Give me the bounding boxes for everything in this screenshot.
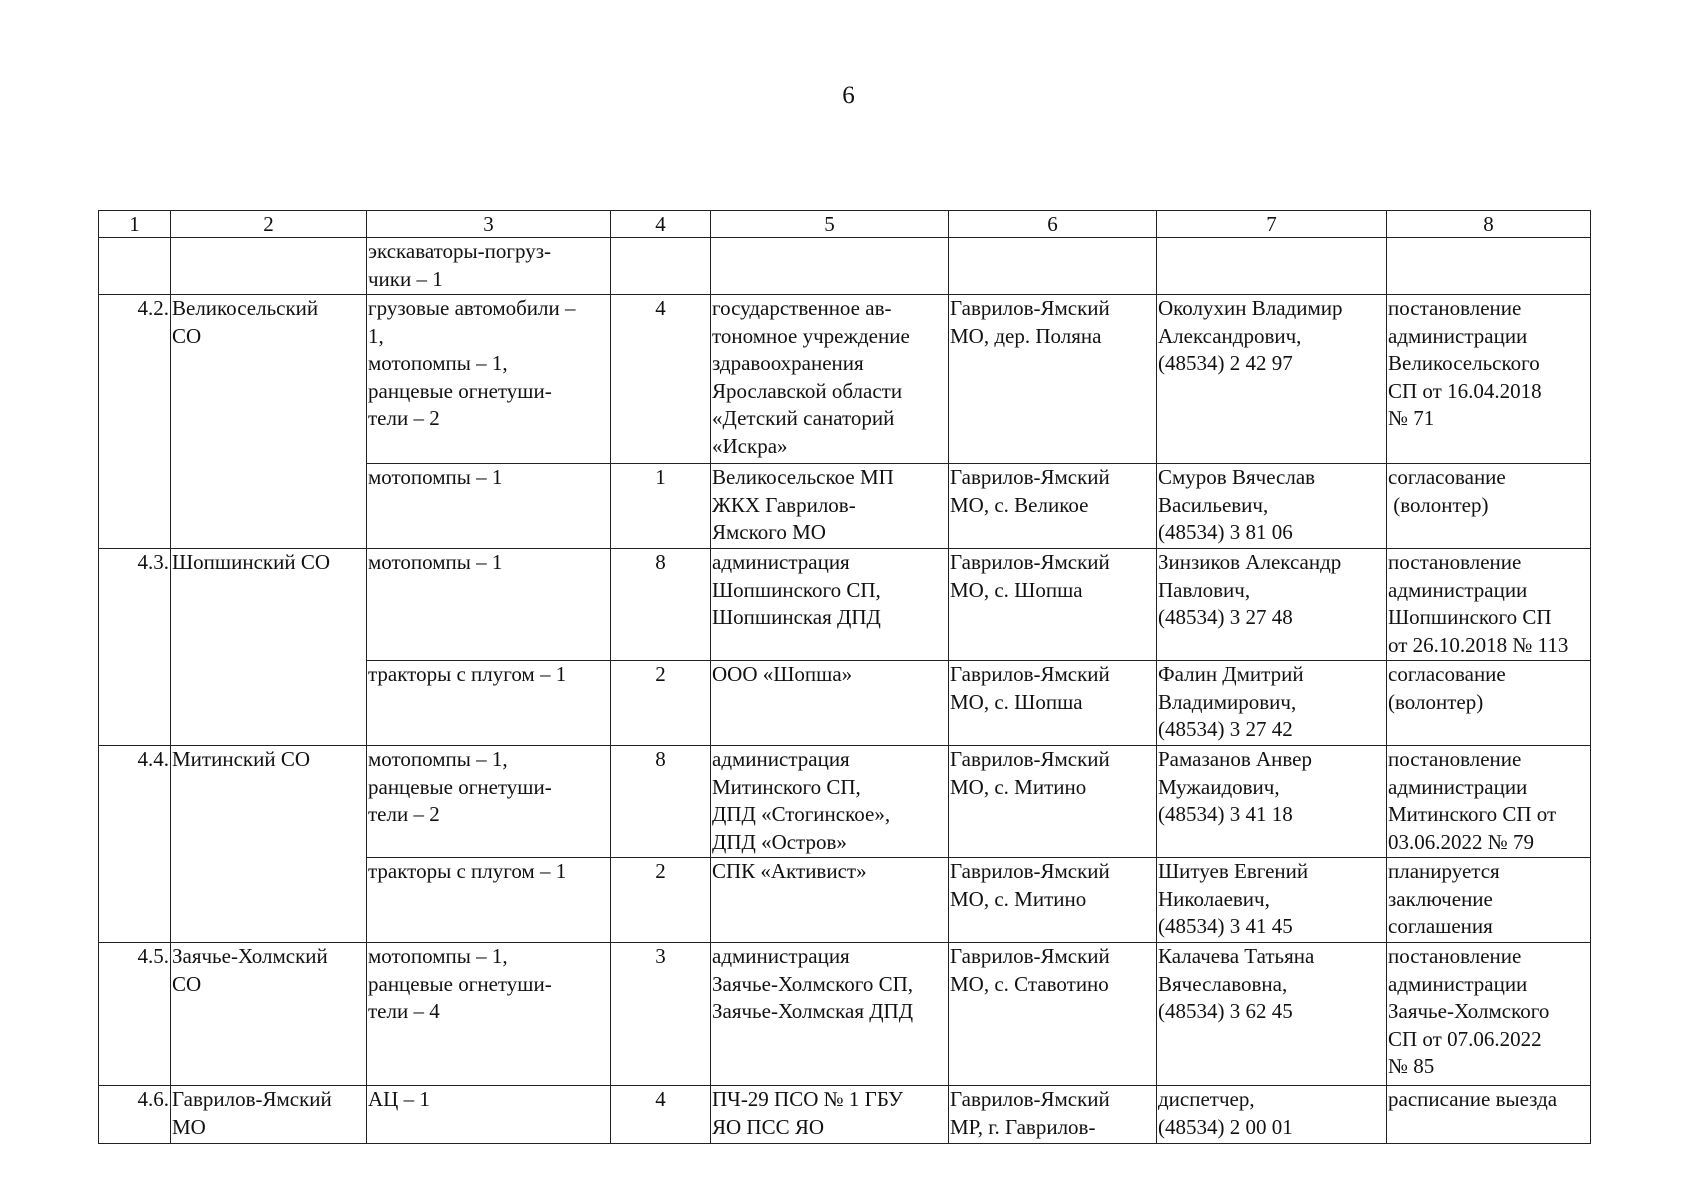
cell-basis	[1387, 943, 1591, 1086]
cell-contact	[1157, 464, 1387, 549]
text-line: Гаврилов-Ямский	[172, 1087, 332, 1111]
text-line: Великосельский	[172, 296, 319, 320]
text-line: мотопомпы – 1	[368, 465, 503, 489]
text-line: Шитуев Евгений	[1158, 859, 1309, 883]
text-line: Митинского СП от	[1388, 802, 1557, 826]
text-line: ДПД «Стогинское»,	[712, 802, 891, 826]
text-line: администрация	[712, 747, 850, 771]
cell-basis	[1387, 1086, 1591, 1144]
cell-count: 4	[611, 295, 711, 464]
cell-org	[711, 661, 949, 746]
text-line: МО, с. Ставотино	[950, 971, 1109, 996]
page-number: 6	[842, 82, 855, 109]
text-line: Ямского МО	[712, 520, 826, 544]
text-line: ООО «Шопша»	[712, 662, 853, 686]
cell-contact	[1157, 238, 1387, 295]
cell-district	[171, 1086, 367, 1144]
cell-contact	[1157, 858, 1387, 943]
text-line: Калачева Татьяна	[1158, 944, 1315, 968]
text-line: грузовые автомобили –	[368, 296, 576, 320]
text-line: ранцевые огнетуши-	[368, 971, 552, 996]
text-line: постановление	[1388, 296, 1522, 320]
text-line: (48534) 3 41 18	[1158, 802, 1293, 826]
cell-equipment	[367, 464, 611, 549]
text-line: Гаврилов-Ямский	[950, 859, 1110, 883]
text-line: администрации	[1388, 323, 1528, 348]
text-line: согласование	[1388, 465, 1506, 489]
cell-count: 1	[611, 464, 711, 549]
text-line: администрация	[712, 550, 850, 574]
cell-location	[949, 943, 1157, 1086]
cell-location	[949, 464, 1157, 549]
col-header-1: 1	[99, 211, 171, 238]
text-line: «Искра»	[712, 433, 788, 458]
text-line: Мужаидович,	[1158, 774, 1280, 799]
text-line: постановление	[1388, 944, 1522, 968]
cell-equipment	[367, 858, 611, 943]
text-line: (48534) 3 27 48	[1158, 605, 1293, 629]
text-line: Рамазанов Анвер	[1158, 747, 1313, 771]
cell-num: 4.3.	[99, 549, 171, 746]
text-line: Гаврилов-Ямский	[950, 944, 1110, 968]
text-line: тономное учреждение	[712, 323, 910, 348]
col-header-2: 2	[171, 211, 367, 238]
text-line: ДПД «Остров»	[712, 829, 847, 854]
cell-equipment	[367, 943, 611, 1086]
text-line: Шопшинский СО	[172, 550, 330, 574]
text-line: СП от 16.04.2018	[1388, 378, 1542, 403]
cell-district	[171, 549, 367, 746]
cell-count: 2	[611, 858, 711, 943]
col-header-8: 8	[1387, 211, 1591, 238]
continuation-row	[99, 238, 1591, 295]
cell-count: 8	[611, 549, 711, 661]
text-line: Гаврилов-Ямский	[950, 550, 1110, 574]
text-line: Владимирович,	[1158, 689, 1297, 714]
text-line: Заячье-Холмского	[1388, 999, 1550, 1023]
cell-contact	[1157, 661, 1387, 746]
cell-location	[949, 746, 1157, 858]
text-line: соглашения	[1388, 914, 1493, 938]
text-line: МО, с. Шопша	[950, 689, 1083, 714]
text-line: Гаврилов-Ямский	[950, 747, 1110, 771]
cell-num: 4.4.	[99, 746, 171, 943]
text-line: СО	[172, 971, 202, 996]
text-line: (48534) 3 27 42	[1158, 717, 1293, 741]
text-line: Околухин Владимир	[1158, 296, 1343, 320]
text-line: Великосельское МП	[712, 465, 894, 489]
cell-count: 3	[611, 943, 711, 1086]
data-table	[98, 210, 1591, 1144]
text-line: экскаваторы-погруз-	[368, 239, 552, 263]
cell-num	[99, 238, 171, 295]
text-line: МО, с. Митино	[950, 886, 1087, 911]
cell-basis	[1387, 295, 1591, 464]
text-line: Шопшинского СП,	[712, 577, 881, 602]
cell-count: 2	[611, 661, 711, 746]
text-line: СП от 07.06.2022	[1388, 1026, 1542, 1051]
cell-equipment	[367, 661, 611, 746]
text-line: администрации	[1388, 971, 1528, 996]
text-line: (48534) 3 62 45	[1158, 999, 1293, 1023]
text-line: Гаврилов-Ямский	[950, 296, 1110, 320]
text-line: МО, с. Митино	[950, 774, 1087, 799]
cell-equipment	[367, 746, 611, 858]
text-line: МО, дер. Поляна	[950, 323, 1102, 348]
cell-district	[171, 746, 367, 943]
cell-contact	[1157, 1086, 1387, 1144]
text-line: постановление	[1388, 550, 1522, 574]
text-line: СО	[172, 323, 202, 348]
cell-org	[711, 858, 949, 943]
text-line: согласование	[1388, 662, 1506, 686]
cell-count: 8	[611, 746, 711, 858]
text-line: ЯО ПСС ЯО	[712, 1114, 825, 1139]
text-line: постановление	[1388, 747, 1522, 771]
text-line: (48534) 3 41 45	[1158, 914, 1293, 938]
cell-org	[711, 549, 949, 661]
table-row	[99, 943, 1591, 1086]
table-row	[99, 1086, 1591, 1144]
text-line: тели – 4	[368, 999, 440, 1023]
cell-district	[171, 295, 367, 549]
text-line: Зинзиков Александр	[1158, 550, 1342, 574]
cell-location	[949, 549, 1157, 661]
cell-org	[711, 464, 949, 549]
cell-location	[949, 238, 1157, 295]
table-row	[99, 549, 1591, 661]
cell-location	[949, 661, 1157, 746]
cell-num: 4.6.	[99, 1086, 171, 1144]
text-line: Гаврилов-Ямский	[950, 1087, 1110, 1111]
text-line: планируется	[1388, 859, 1500, 883]
text-line: МО, с. Великое	[950, 492, 1089, 517]
text-line: здравоохранения	[712, 351, 864, 375]
cell-district	[171, 943, 367, 1086]
cell-org	[711, 746, 949, 858]
cell-district	[171, 238, 367, 295]
cell-basis	[1387, 661, 1591, 746]
text-line: Заячье-Холмская ДПД	[712, 999, 914, 1023]
table-body	[99, 238, 1591, 1144]
cell-count	[611, 238, 711, 295]
cell-contact	[1157, 943, 1387, 1086]
text-line: ранцевые огнетуши-	[368, 774, 552, 799]
cell-contact	[1157, 295, 1387, 464]
text-line: Александрович,	[1158, 323, 1302, 348]
text-line: (48534) 2 42 97	[1158, 351, 1293, 375]
text-line: «Детский санаторий	[712, 406, 895, 430]
text-line: мотопомпы – 1,	[368, 351, 508, 375]
cell-basis	[1387, 549, 1591, 661]
text-line: Заячье-Холмского СП,	[712, 971, 914, 996]
text-line: (48534) 3 81 06	[1158, 520, 1293, 544]
text-line: Шопшинского СП	[1388, 605, 1552, 629]
cell-num: 4.2.	[99, 295, 171, 549]
table-row	[99, 295, 1591, 464]
text-line: ранцевые огнетуши-	[368, 378, 552, 403]
text-line: (волонтер)	[1388, 689, 1484, 714]
text-line: Васильевич,	[1158, 492, 1269, 517]
text-line: 1,	[368, 323, 384, 348]
col-header-5: 5	[711, 211, 949, 238]
cell-contact	[1157, 746, 1387, 858]
text-line: мотопомпы – 1	[368, 550, 503, 574]
text-line: заключение	[1388, 886, 1493, 911]
text-line: Митинский СО	[172, 747, 310, 771]
cell-num: 4.5.	[99, 943, 171, 1086]
text-line: Гаврилов-Ямский	[950, 465, 1110, 489]
text-line: диспетчер,	[1158, 1087, 1255, 1111]
cell-equipment	[367, 295, 611, 464]
text-line: Павлович,	[1158, 577, 1251, 602]
cell-equipment	[367, 1086, 611, 1144]
text-line: тели – 2	[368, 802, 440, 826]
cell-org	[711, 238, 949, 295]
col-header-4: 4	[611, 211, 711, 238]
cell-org	[711, 295, 949, 464]
text-line: (волонтер)	[1388, 492, 1489, 517]
text-line: Великосельского	[1388, 351, 1540, 375]
text-line: от 26.10.2018 № 113	[1388, 632, 1569, 657]
cell-org	[711, 943, 949, 1086]
col-header-3: 3	[367, 211, 611, 238]
cell-contact	[1157, 549, 1387, 661]
table-row	[99, 746, 1591, 858]
text-line: № 85	[1388, 1054, 1435, 1078]
text-line: администрации	[1388, 774, 1528, 799]
text-line: Николаевич,	[1158, 886, 1270, 911]
text-line: АЦ – 1	[368, 1087, 430, 1111]
text-line: 03.06.2022 № 79	[1388, 829, 1535, 854]
text-line: СПК «Активист»	[712, 859, 867, 883]
text-line: Гаврилов-Ямский	[950, 662, 1110, 686]
text-line: ПЧ-29 ПСО № 1 ГБУ	[712, 1087, 904, 1111]
text-line: МО	[172, 1114, 206, 1139]
cell-location	[949, 295, 1157, 464]
text-line: чики – 1	[368, 266, 443, 291]
text-line: мотопомпы – 1,	[368, 944, 508, 968]
text-line: Митинского СП,	[712, 774, 861, 799]
cell-basis	[1387, 746, 1591, 858]
cell-basis	[1387, 464, 1591, 549]
text-line: администрации	[1388, 577, 1528, 602]
text-line: тели – 2	[368, 406, 440, 430]
text-line: расписание выезда	[1388, 1087, 1558, 1111]
cell-basis	[1387, 858, 1591, 943]
text-line: Ярославской области	[712, 378, 903, 403]
text-line: тракторы с плугом – 1	[368, 859, 567, 883]
text-line: ЖКХ Гаврилов-	[712, 492, 856, 517]
text-line: государственное ав-	[712, 296, 892, 320]
text-line: МО, с. Шопша	[950, 577, 1083, 602]
text-line: МР, г. Гаврилов-	[950, 1114, 1096, 1139]
col-header-7: 7	[1157, 211, 1387, 238]
text-line: Вячеславовна,	[1158, 971, 1288, 996]
cell-org	[711, 1086, 949, 1144]
text-line: тракторы с плугом – 1	[368, 662, 567, 686]
text-line: Заячье-Холмский	[172, 944, 328, 968]
cell-equipment	[367, 549, 611, 661]
cell-basis	[1387, 238, 1591, 295]
cell-equipment	[367, 238, 611, 295]
cell-location	[949, 1086, 1157, 1144]
cell-count: 4	[611, 1086, 711, 1144]
col-header-6: 6	[949, 211, 1157, 238]
cell-location	[949, 858, 1157, 943]
text-line: администрация	[712, 944, 850, 968]
text-line: Смуров Вячеслав	[1158, 465, 1316, 489]
text-line: Фалин Дмитрий	[1158, 662, 1304, 686]
text-line: мотопомпы – 1,	[368, 747, 508, 771]
text-line: (48534) 2 00 01	[1158, 1114, 1293, 1139]
header-row	[99, 211, 1591, 238]
text-line: Шопшинская ДПД	[712, 605, 881, 629]
text-line: № 71	[1388, 406, 1435, 430]
